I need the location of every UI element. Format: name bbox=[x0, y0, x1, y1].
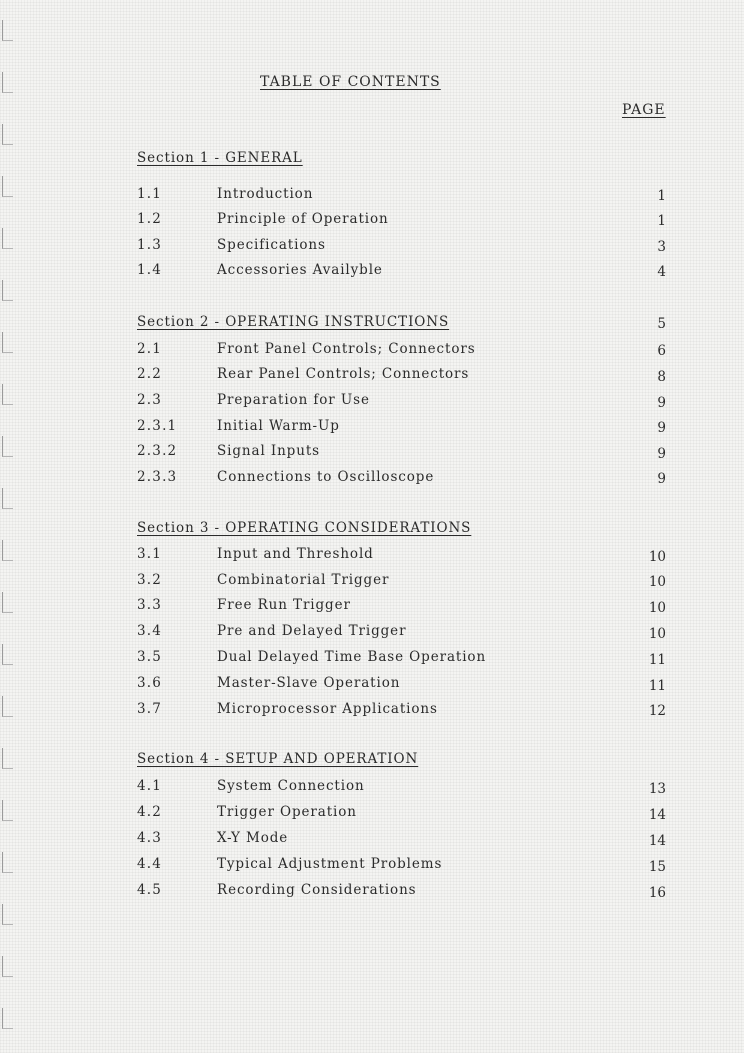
document-title: TABLE OF CONTENTS bbox=[260, 74, 441, 90]
entry-page: 13 bbox=[648, 781, 666, 797]
entry-page: 15 bbox=[648, 859, 666, 875]
entry-title: Combinatorial Trigger bbox=[217, 572, 390, 588]
entry-title: Principle of Operation bbox=[217, 211, 389, 227]
entry-number: 3.5 bbox=[137, 649, 163, 665]
entry-page: 9 bbox=[657, 471, 666, 487]
entry-title: Accessories Availyble bbox=[217, 262, 383, 278]
entry-title: Microprocessor Applications bbox=[217, 701, 438, 717]
entry-title: Rear Panel Controls; Connectors bbox=[217, 366, 470, 382]
entry-page: 10 bbox=[648, 626, 666, 642]
entry-number: 1.2 bbox=[137, 211, 163, 227]
entry-number: 3.3 bbox=[137, 597, 163, 613]
section-4-heading: Section 4 - SETUP AND OPERATION bbox=[137, 751, 419, 767]
entry-number: 1.4 bbox=[137, 262, 163, 278]
entry-page: 1 bbox=[657, 213, 666, 229]
entry-title: Free Run Trigger bbox=[217, 597, 351, 613]
entry-page: 10 bbox=[648, 574, 666, 590]
entry-number: 2.3.2 bbox=[137, 443, 178, 459]
binding-punch-mark bbox=[2, 644, 13, 665]
section-2-heading: Section 2 - OPERATING INSTRUCTIONS bbox=[137, 314, 450, 330]
page-column-heading: PAGE bbox=[622, 102, 666, 118]
entry-page: 11 bbox=[648, 652, 666, 668]
binding-punch-mark bbox=[2, 748, 13, 769]
entry-number: 4.3 bbox=[137, 830, 163, 846]
entry-title: System Connection bbox=[217, 778, 365, 794]
binding-punch-mark bbox=[2, 696, 13, 717]
entry-number: 4.5 bbox=[137, 882, 163, 898]
entry-page: 10 bbox=[648, 549, 666, 565]
entry-title: Pre and Delayed Trigger bbox=[217, 623, 407, 639]
entry-page: 16 bbox=[648, 885, 666, 901]
entry-title: Dual Delayed Time Base Operation bbox=[217, 649, 487, 665]
entry-number: 3.7 bbox=[137, 701, 163, 717]
entry-title: Initial Warm-Up bbox=[217, 418, 340, 434]
binding-punch-mark bbox=[2, 384, 13, 405]
entry-title: Specifications bbox=[217, 237, 326, 253]
entry-title: Front Panel Controls; Connectors bbox=[217, 341, 476, 357]
entry-title: X-Y Mode bbox=[217, 830, 289, 846]
entry-page: 4 bbox=[657, 264, 666, 280]
entry-page: 8 bbox=[657, 369, 666, 385]
entry-title: Typical Adjustment Problems bbox=[217, 856, 443, 872]
entry-number: 3.4 bbox=[137, 623, 163, 639]
entry-page: 3 bbox=[657, 239, 666, 255]
entry-page: 10 bbox=[648, 600, 666, 616]
entry-title: Trigger Operation bbox=[217, 804, 357, 820]
entry-number: 1.3 bbox=[137, 237, 163, 253]
binding-punch-mark bbox=[2, 436, 13, 457]
entry-page: 14 bbox=[648, 833, 666, 849]
entry-number: 3.6 bbox=[137, 675, 163, 691]
binding-punch-mark bbox=[2, 800, 13, 821]
binding-punch-mark bbox=[2, 332, 13, 353]
entry-number: 2.3 bbox=[137, 392, 163, 408]
entry-title: Preparation for Use bbox=[217, 392, 370, 408]
entry-page: 12 bbox=[648, 703, 666, 719]
binding-punch-mark bbox=[2, 1008, 13, 1029]
entry-number: 4.1 bbox=[137, 778, 163, 794]
binding-punch-mark bbox=[2, 904, 13, 925]
binding-punch-mark bbox=[2, 592, 13, 613]
entry-title: Input and Threshold bbox=[217, 546, 374, 562]
section-3-heading: Section 3 - OPERATING CONSIDERATIONS bbox=[137, 520, 472, 536]
entry-page: 9 bbox=[657, 420, 666, 436]
entry-page: 1 bbox=[657, 188, 666, 204]
section-1-heading: Section 1 - GENERAL bbox=[137, 150, 303, 166]
binding-punch-mark bbox=[2, 124, 13, 145]
entry-number: 2.3.3 bbox=[137, 469, 178, 485]
entry-title: Signal Inputs bbox=[217, 443, 320, 459]
entry-number: 2.1 bbox=[137, 341, 163, 357]
entry-title: Connections to Oscilloscope bbox=[217, 469, 435, 485]
entry-page: 6 bbox=[657, 343, 666, 359]
entry-title: Master-Slave Operation bbox=[217, 675, 401, 691]
binding-punch-mark bbox=[2, 228, 13, 249]
entry-page: 9 bbox=[657, 446, 666, 462]
entry-number: 3.2 bbox=[137, 572, 163, 588]
binding-punch-mark bbox=[2, 540, 13, 561]
binding-punch-mark bbox=[2, 72, 13, 93]
entry-page: 9 bbox=[657, 395, 666, 411]
entry-number: 4.2 bbox=[137, 804, 163, 820]
entry-number: 3.1 bbox=[137, 546, 163, 562]
section-2-page: 5 bbox=[657, 316, 666, 332]
binding-punch-mark bbox=[2, 956, 13, 977]
binding-punch-mark bbox=[2, 176, 13, 197]
binding-punch-mark bbox=[2, 488, 13, 509]
entry-page: 14 bbox=[648, 807, 666, 823]
entry-page: 11 bbox=[648, 678, 666, 694]
entry-number: 2.3.1 bbox=[137, 418, 178, 434]
entry-number: 1.1 bbox=[137, 186, 163, 202]
binding-edge bbox=[0, 0, 22, 1053]
binding-punch-mark bbox=[2, 280, 13, 301]
entry-number: 4.4 bbox=[137, 856, 163, 872]
binding-punch-mark bbox=[2, 20, 13, 41]
binding-punch-mark bbox=[2, 852, 13, 873]
entry-title: Introduction bbox=[217, 186, 314, 202]
entry-number: 2.2 bbox=[137, 366, 163, 382]
entry-title: Recording Considerations bbox=[217, 882, 417, 898]
